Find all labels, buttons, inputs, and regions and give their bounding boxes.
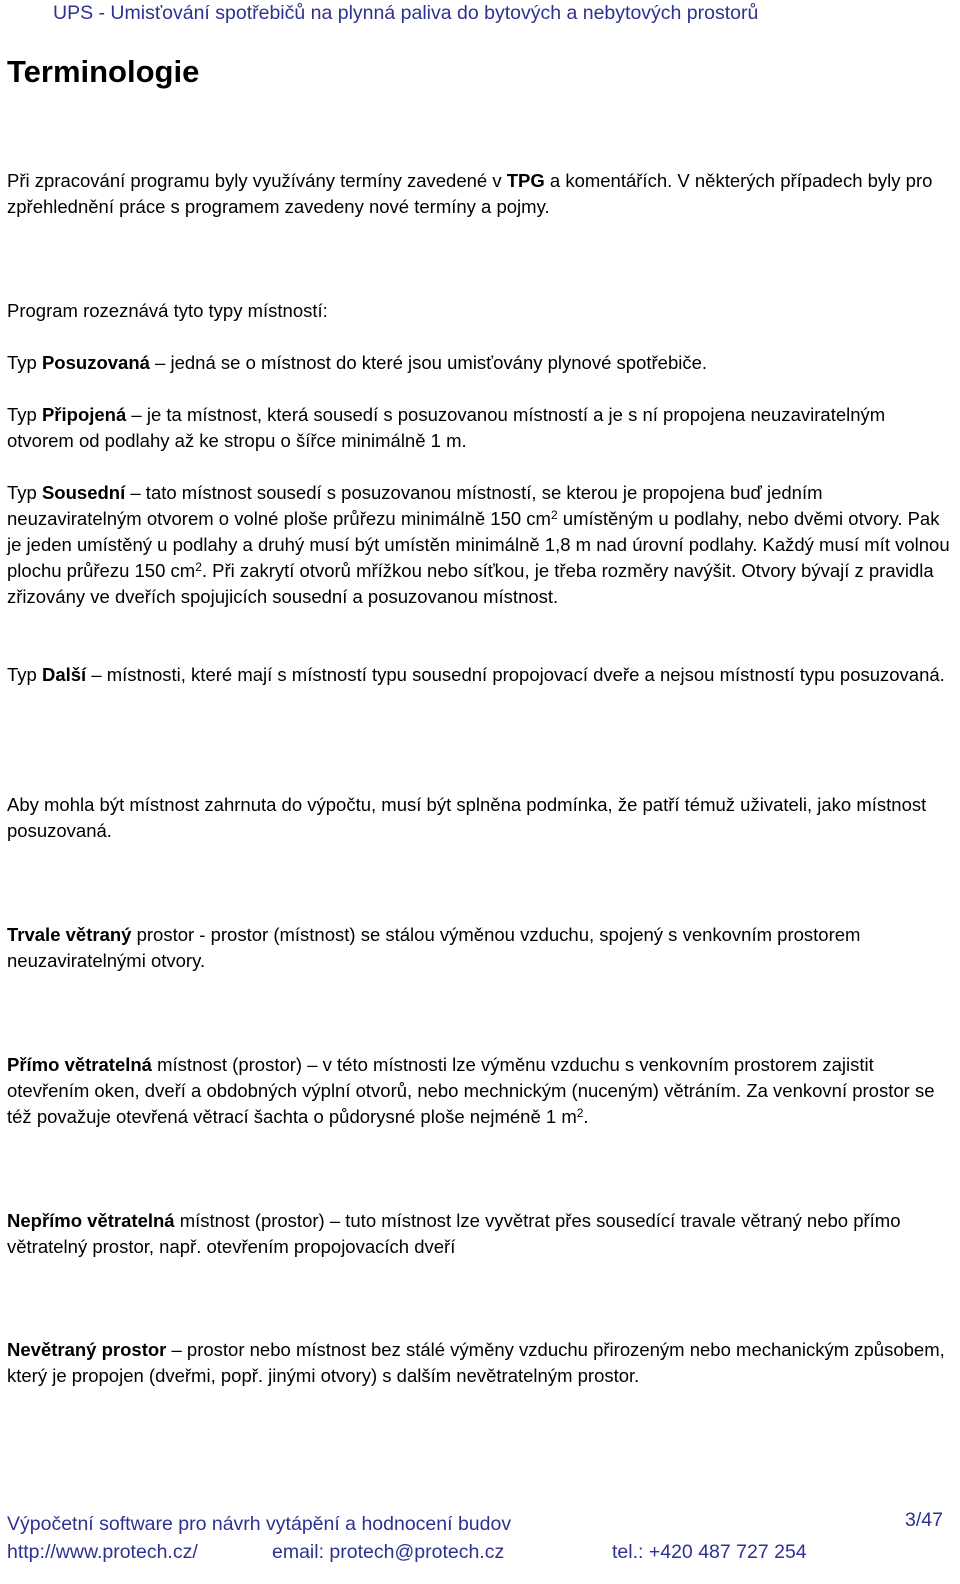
definition-term: Nepřímo větratelná (7, 1210, 175, 1231)
type-prefix: Typ (7, 404, 42, 425)
type-prefix: Typ (7, 352, 42, 373)
definition-term: Nevětraný prostor (7, 1339, 167, 1360)
type-posuzovana (7, 350, 955, 376)
definition-text-1: místnost (prostor) – v této místnosti lze výměnu vzduchu s venkovním prostorem zajistit otevřením oken, dveří a obdobných výplní otvorů, nebo mechnickým (nuceným) větráním. Za venkovní prostor se též považuje otevřená větrací šachta o půdorysné ploše nejméně 1 m (7, 1054, 935, 1127)
type-term: Připojená (41, 404, 127, 425)
page-title: Terminologie (7, 54, 200, 89)
type-description: – místnosti, které mají s místností typu sousední propojovací dveře a nejsou místností typu posuzovaná. (86, 664, 945, 685)
superscript: 2 (576, 1106, 584, 1120)
intro-text-2: a komentářích. V některých případech byly pro zpřehlednění práce s programem zavedeny nové termíny a pojmy. (7, 170, 933, 217)
type-term: Sousední (41, 482, 126, 503)
definition-text-2: . (583, 1106, 589, 1127)
definition-nevetrany (7, 1337, 955, 1389)
definition-trvale-vetrany (7, 922, 955, 974)
definition-term: Přímo větratelná (7, 1054, 152, 1075)
definition-neprimo-vetratelna (7, 1208, 955, 1260)
intro-text-1: Při zpracování programu byly využívány termíny zavedené v (7, 170, 507, 191)
definition-primo-vetratelna (7, 1052, 955, 1130)
superscript: 2 (195, 560, 202, 574)
type-description-1: – tato místnost sousedí s posuzovanou místností, se kterou je propojena buď jedním neuzaviratelným otvorem o volné ploše průřezu minimálně 150 cm (7, 482, 823, 529)
type-description: – je ta místnost, která sousedí s posuzovanou místností a je s ní propojena neuzaviratelným otvorem od podlahy až ke stropu o šířce minimálně 1 m. (7, 404, 886, 451)
rooms-lead: Program rozeznává tyto typy místností: (7, 300, 328, 321)
type-pripojena (7, 402, 955, 454)
footer-url[interactable]: http://www.protech.cz/ (7, 1541, 198, 1563)
definition-term: Trvale větraný (7, 924, 132, 945)
type-term: Posuzovaná (41, 352, 150, 373)
document-header: UPS - Umisťování spotřebičů na plynná paliva do bytových a nebytových prostorů (53, 2, 759, 24)
footer-phone: tel.: +420 487 727 254 (612, 1541, 807, 1563)
page-number: 3/47 (905, 1509, 943, 1531)
type-prefix: Typ (7, 664, 42, 685)
intro-tpg: TPG (506, 170, 545, 191)
condition-paragraph: Aby mohla být místnost zahrnuta do výpočtu, musí být splněna podmínka, že patří témuž uživateli, jako místnost posuzovaná. (7, 794, 927, 841)
type-description-2: umístěným u podlahy, nebo dvěmi otvory. Pak je jeden umístěný u podlahy a druhý musí být umístěn minimálně 1,8 m nad úrovní podlahy. Každý musí mít volnou plochu průřezu 150 cm (7, 508, 950, 581)
type-sousedni (7, 480, 955, 610)
type-dalsi (7, 662, 955, 688)
definition-text: prostor - prostor (místnost) se stálou výměnou vzduchu, spojený s venkovním prostorem neuzaviratelnými otvory. (7, 924, 861, 971)
footer-email[interactable]: email: protech@protech.cz (272, 1541, 505, 1563)
definition-text: – prostor nebo místnost bez stálé výměny vzduchu přirozeným nebo mechanickým způsobem, který je propojen (dveřmi, popř. jinými otvory) s dalším nevětratelným prostor. (7, 1339, 945, 1386)
type-description: – jedná se o místnost do které jsou umisťovány plynové spotřebiče. (149, 352, 708, 373)
intro-paragraph (7, 168, 955, 220)
superscript: 2 (550, 508, 558, 522)
definition-text: místnost (prostor) – tuto místnost lze vyvětrat přes sousedící travale větraný nebo přímo větratelný prostor, např. otevřením propojovacích dveří (7, 1210, 901, 1257)
footer-software-line: Výpočetní software pro návrh vytápění a hodnocení budov (7, 1513, 512, 1535)
type-description-3: . Při zakrytí otvorů mřížkou nebo síťkou, je třeba rozměry navýšit. Otvory bývají z pravidla zřizovány ve dveřích spojujicích sousední a posuzovanou místnost. (7, 560, 934, 607)
type-term: Další (41, 664, 87, 685)
type-prefix: Typ (7, 482, 42, 503)
